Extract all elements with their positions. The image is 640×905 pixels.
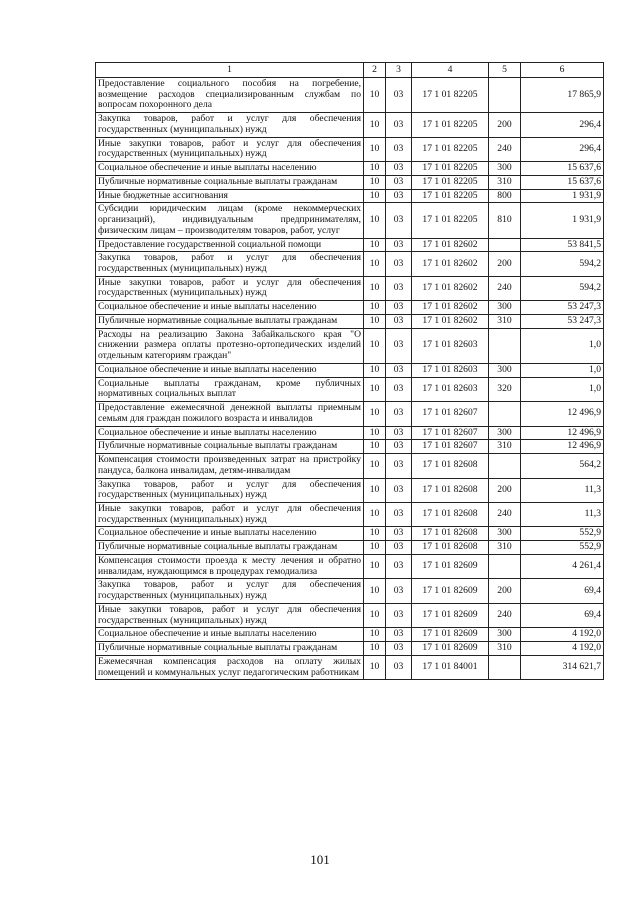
amount-cell: 4 192,0 <box>521 642 604 656</box>
row-name-cell: Компенсация стоимости проезда к месту лечения и обратно инвалидам, нуждающимся в процедурах гемодиализа <box>96 554 364 578</box>
section-cell: 10 <box>364 579 386 603</box>
section-cell: 10 <box>364 377 386 401</box>
table-row <box>96 642 604 656</box>
subsection-cell: 03 <box>386 238 412 252</box>
row-name-cell: Предоставление социального пособия на погребение, возмещение расходов специализированным службам по вопросам похоронного дела <box>96 78 364 113</box>
section-cell: 10 <box>364 175 386 189</box>
header-cell-section: 2 <box>364 63 386 78</box>
expense-type-cell: 200 <box>489 478 521 502</box>
row-name-cell: Социальное обеспечение и иные выплаты населению <box>96 426 364 440</box>
subsection-cell: 03 <box>386 363 412 377</box>
amount-cell: 15 637,6 <box>521 162 604 176</box>
target-article-cell: 17 1 01 82603 <box>412 328 489 363</box>
target-article-cell: 17 1 01 82602 <box>412 276 489 300</box>
section-cell: 10 <box>364 252 386 276</box>
row-name-cell: Публичные нормативные социальные выплаты гражданам <box>96 642 364 656</box>
subsection-cell: 03 <box>386 162 412 176</box>
table-row <box>96 276 604 300</box>
expense-type-cell: 240 <box>489 276 521 300</box>
table-row <box>96 203 604 238</box>
expense-type-cell: 800 <box>489 189 521 203</box>
table-row <box>96 603 604 627</box>
subsection-cell: 03 <box>386 642 412 656</box>
header-cell-amount: 6 <box>521 63 604 78</box>
header-cell-subsection: 3 <box>386 63 412 78</box>
target-article-cell: 17 1 01 82607 <box>412 426 489 440</box>
amount-cell: 11,3 <box>521 502 604 526</box>
section-cell: 10 <box>364 655 386 679</box>
expense-type-cell: 310 <box>489 642 521 656</box>
subsection-cell: 03 <box>386 426 412 440</box>
table-row <box>96 527 604 541</box>
row-name-cell: Компенсация стоимости произведенных затрат на пристройку пандуса, балкона инвалидам, детям-инвалидам <box>96 454 364 478</box>
row-name-cell: Закупка товаров, работ и услуг для обеспечения государственных (муниципальных) нужд <box>96 252 364 276</box>
row-name-cell: Иные закупки товаров, работ и услуг для обеспечения государственных (муниципальных) нужд <box>96 603 364 627</box>
target-article-cell: 17 1 01 82602 <box>412 252 489 276</box>
section-cell: 10 <box>364 113 386 137</box>
amount-cell: 11,3 <box>521 478 604 502</box>
target-article-cell: 17 1 01 82205 <box>412 203 489 238</box>
target-article-cell: 17 1 01 82205 <box>412 78 489 113</box>
target-article-cell: 17 1 01 82609 <box>412 603 489 627</box>
amount-cell: 12 496,9 <box>521 426 604 440</box>
section-cell: 10 <box>364 554 386 578</box>
expense-type-cell: 310 <box>489 314 521 328</box>
expense-type-cell <box>489 78 521 113</box>
expense-type-cell <box>489 454 521 478</box>
table-row <box>96 440 604 454</box>
section-cell: 10 <box>364 78 386 113</box>
target-article-cell: 17 1 01 82608 <box>412 541 489 555</box>
table-body <box>96 78 604 680</box>
subsection-cell: 03 <box>386 175 412 189</box>
expense-type-cell: 310 <box>489 175 521 189</box>
amount-cell: 12 496,9 <box>521 402 604 426</box>
target-article-cell: 17 1 01 82609 <box>412 642 489 656</box>
amount-cell: 17 865,9 <box>521 78 604 113</box>
amount-cell: 296,4 <box>521 113 604 137</box>
section-cell: 10 <box>364 328 386 363</box>
table-row <box>96 328 604 363</box>
target-article-cell: 17 1 01 84001 <box>412 655 489 679</box>
expense-type-cell: 240 <box>489 137 521 161</box>
target-article-cell: 17 1 01 82205 <box>412 113 489 137</box>
table-row <box>96 113 604 137</box>
header-cell-name: 1 <box>96 63 364 78</box>
row-name-cell: Расходы на реализацию Закона Забайкальского края "О снижении размера оплаты протезно-ортопедических изделий отдельным категориям граждан" <box>96 328 364 363</box>
table-header-row <box>96 63 604 78</box>
row-name-cell: Социальное обеспечение и иные выплаты населению <box>96 162 364 176</box>
amount-cell: 594,2 <box>521 252 604 276</box>
table-row <box>96 402 604 426</box>
subsection-cell: 03 <box>386 301 412 315</box>
expense-type-cell: 300 <box>489 301 521 315</box>
expense-type-cell <box>489 655 521 679</box>
table-row <box>96 78 604 113</box>
subsection-cell: 03 <box>386 454 412 478</box>
subsection-cell: 03 <box>386 328 412 363</box>
row-name-cell: Социальное обеспечение и иные выплаты населению <box>96 363 364 377</box>
table-row <box>96 238 604 252</box>
expense-type-cell <box>489 328 521 363</box>
expense-type-cell: 810 <box>489 203 521 238</box>
table-row <box>96 454 604 478</box>
target-article-cell: 17 1 01 82603 <box>412 363 489 377</box>
subsection-cell: 03 <box>386 541 412 555</box>
section-cell: 10 <box>364 203 386 238</box>
amount-cell: 552,9 <box>521 541 604 555</box>
table-row <box>96 314 604 328</box>
expense-type-cell: 300 <box>489 527 521 541</box>
subsection-cell: 03 <box>386 628 412 642</box>
section-cell: 10 <box>364 276 386 300</box>
amount-cell: 564,2 <box>521 454 604 478</box>
section-cell: 10 <box>364 440 386 454</box>
target-article-cell: 17 1 01 82608 <box>412 454 489 478</box>
subsection-cell: 03 <box>386 478 412 502</box>
target-article-cell: 17 1 01 82602 <box>412 314 489 328</box>
amount-cell: 4 261,4 <box>521 554 604 578</box>
target-article-cell: 17 1 01 82205 <box>412 189 489 203</box>
budget-table <box>95 62 604 680</box>
section-cell: 10 <box>364 402 386 426</box>
subsection-cell: 03 <box>386 377 412 401</box>
amount-cell: 53 247,3 <box>521 314 604 328</box>
expense-type-cell: 300 <box>489 426 521 440</box>
amount-cell: 552,9 <box>521 527 604 541</box>
section-cell: 10 <box>364 642 386 656</box>
table-row <box>96 363 604 377</box>
expense-type-cell: 200 <box>489 252 521 276</box>
row-name-cell: Закупка товаров, работ и услуг для обеспечения государственных (муниципальных) нужд <box>96 478 364 502</box>
target-article-cell: 17 1 01 82602 <box>412 238 489 252</box>
expense-type-cell: 300 <box>489 363 521 377</box>
section-cell: 10 <box>364 238 386 252</box>
target-article-cell: 17 1 01 82609 <box>412 579 489 603</box>
amount-cell: 1,0 <box>521 363 604 377</box>
table-row <box>96 502 604 526</box>
subsection-cell: 03 <box>386 276 412 300</box>
subsection-cell: 03 <box>386 440 412 454</box>
table-row <box>96 301 604 315</box>
subsection-cell: 03 <box>386 655 412 679</box>
section-cell: 10 <box>364 189 386 203</box>
subsection-cell: 03 <box>386 203 412 238</box>
amount-cell: 314 621,7 <box>521 655 604 679</box>
amount-cell: 53 841,5 <box>521 238 604 252</box>
amount-cell: 594,2 <box>521 276 604 300</box>
row-name-cell: Публичные нормативные социальные выплаты гражданам <box>96 175 364 189</box>
row-name-cell: Предоставление государственной социальной помощи <box>96 238 364 252</box>
table-row <box>96 162 604 176</box>
row-name-cell: Предоставление ежемесячной денежной выплаты приемным семьям для граждан пожилого возраста и инвалидов <box>96 402 364 426</box>
row-name-cell: Иные закупки товаров, работ и услуг для обеспечения государственных (муниципальных) нужд <box>96 137 364 161</box>
row-name-cell: Закупка товаров, работ и услуг для обеспечения государственных (муниципальных) нужд <box>96 579 364 603</box>
row-name-cell: Публичные нормативные социальные выплаты гражданам <box>96 314 364 328</box>
section-cell: 10 <box>364 426 386 440</box>
section-cell: 10 <box>364 527 386 541</box>
amount-cell: 15 637,6 <box>521 175 604 189</box>
expense-type-cell <box>489 554 521 578</box>
target-article-cell: 17 1 01 82205 <box>412 137 489 161</box>
section-cell: 10 <box>364 301 386 315</box>
row-name-cell: Субсидии юридическим лицам (кроме некоммерческих организаций), индивидуальным предпринимателям, физическим лицам – производителям товаров, работ, услуг <box>96 203 364 238</box>
subsection-cell: 03 <box>386 78 412 113</box>
table-row <box>96 175 604 189</box>
target-article-cell: 17 1 01 82608 <box>412 502 489 526</box>
table-row <box>96 579 604 603</box>
table-row <box>96 655 604 679</box>
target-article-cell: 17 1 01 82608 <box>412 527 489 541</box>
table-row <box>96 189 604 203</box>
section-cell: 10 <box>364 541 386 555</box>
target-article-cell: 17 1 01 82608 <box>412 478 489 502</box>
section-cell: 10 <box>364 603 386 627</box>
section-cell: 10 <box>364 502 386 526</box>
subsection-cell: 03 <box>386 137 412 161</box>
row-name-cell: Социальное обеспечение и иные выплаты населению <box>96 527 364 541</box>
expense-type-cell <box>489 402 521 426</box>
expense-type-cell: 310 <box>489 541 521 555</box>
row-name-cell: Социальное обеспечение и иные выплаты населению <box>96 301 364 315</box>
expense-type-cell <box>489 238 521 252</box>
section-cell: 10 <box>364 628 386 642</box>
expense-type-cell: 300 <box>489 162 521 176</box>
subsection-cell: 03 <box>386 252 412 276</box>
target-article-cell: 17 1 01 82607 <box>412 440 489 454</box>
table-row <box>96 252 604 276</box>
row-name-cell: Социальное обеспечение и иные выплаты населению <box>96 628 364 642</box>
amount-cell: 69,4 <box>521 603 604 627</box>
table-row <box>96 377 604 401</box>
target-article-cell: 17 1 01 82609 <box>412 554 489 578</box>
subsection-cell: 03 <box>386 189 412 203</box>
table-row <box>96 628 604 642</box>
amount-cell: 296,4 <box>521 137 604 161</box>
expense-type-cell: 200 <box>489 579 521 603</box>
amount-cell: 1 931,9 <box>521 203 604 238</box>
target-article-cell: 17 1 01 82205 <box>412 175 489 189</box>
header-cell-expense-type: 5 <box>489 63 521 78</box>
row-name-cell: Иные закупки товаров, работ и услуг для обеспечения государственных (муниципальных) нужд <box>96 276 364 300</box>
section-cell: 10 <box>364 314 386 328</box>
table-row <box>96 554 604 578</box>
subsection-cell: 03 <box>386 402 412 426</box>
target-article-cell: 17 1 01 82603 <box>412 377 489 401</box>
amount-cell: 4 192,0 <box>521 628 604 642</box>
section-cell: 10 <box>364 137 386 161</box>
row-name-cell: Иные бюджетные ассигнования <box>96 189 364 203</box>
section-cell: 10 <box>364 363 386 377</box>
table-row <box>96 426 604 440</box>
row-name-cell: Иные закупки товаров, работ и услуг для обеспечения государственных (муниципальных) нужд <box>96 502 364 526</box>
amount-cell: 69,4 <box>521 579 604 603</box>
table-row <box>96 478 604 502</box>
row-name-cell: Публичные нормативные социальные выплаты гражданам <box>96 440 364 454</box>
subsection-cell: 03 <box>386 579 412 603</box>
subsection-cell: 03 <box>386 502 412 526</box>
target-article-cell: 17 1 01 82609 <box>412 628 489 642</box>
row-name-cell: Публичные нормативные социальные выплаты гражданам <box>96 541 364 555</box>
section-cell: 10 <box>364 454 386 478</box>
row-name-cell: Закупка товаров, работ и услуг для обеспечения государственных (муниципальных) нужд <box>96 113 364 137</box>
amount-cell: 1,0 <box>521 328 604 363</box>
row-name-cell: Ежемесячная компенсация расходов на оплату жилых помещений и коммунальных услуг педагогическим работникам <box>96 655 364 679</box>
subsection-cell: 03 <box>386 314 412 328</box>
expense-type-cell: 240 <box>489 603 521 627</box>
expense-type-cell: 240 <box>489 502 521 526</box>
row-name-cell: Социальные выплаты гражданам, кроме публичных нормативных социальных выплат <box>96 377 364 401</box>
amount-cell: 1 931,9 <box>521 189 604 203</box>
page-number: 101 <box>310 852 330 867</box>
subsection-cell: 03 <box>386 113 412 137</box>
expense-type-cell: 320 <box>489 377 521 401</box>
amount-cell: 12 496,9 <box>521 440 604 454</box>
subsection-cell: 03 <box>386 554 412 578</box>
amount-cell: 53 247,3 <box>521 301 604 315</box>
section-cell: 10 <box>364 478 386 502</box>
expense-type-cell: 300 <box>489 628 521 642</box>
table-row <box>96 137 604 161</box>
target-article-cell: 17 1 01 82602 <box>412 301 489 315</box>
table-row <box>96 541 604 555</box>
target-article-cell: 17 1 01 82205 <box>412 162 489 176</box>
expense-type-cell: 310 <box>489 440 521 454</box>
amount-cell: 1,0 <box>521 377 604 401</box>
target-article-cell: 17 1 01 82607 <box>412 402 489 426</box>
subsection-cell: 03 <box>386 527 412 541</box>
section-cell: 10 <box>364 162 386 176</box>
expense-type-cell: 200 <box>489 113 521 137</box>
header-cell-target-article: 4 <box>412 63 489 78</box>
subsection-cell: 03 <box>386 603 412 627</box>
